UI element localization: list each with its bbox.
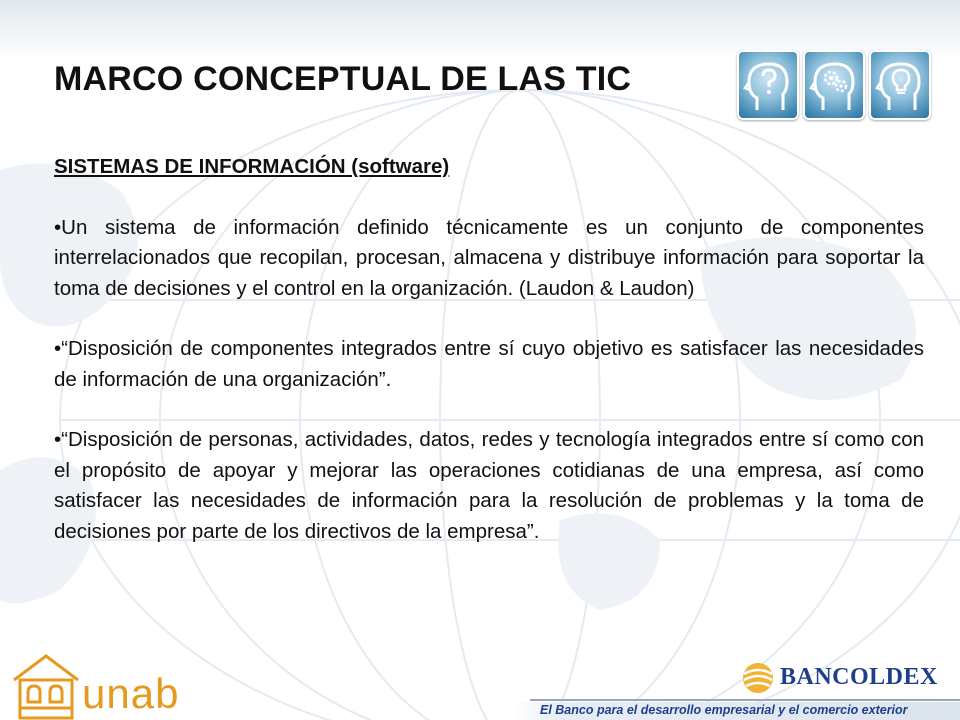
bancoldex-logo-text: BANCOLDEX <box>780 664 938 690</box>
paragraph-quote-1: •“Disposición de componentes integrados entre sí cuyo objetivo es satisfacer las necesidades de información de una organización”. <box>54 337 924 391</box>
section-heading: SISTEMAS DE INFORMACIÓN (software) <box>54 155 450 178</box>
unab-logo-text: unab <box>82 670 180 717</box>
slide-body <box>54 152 924 577</box>
paragraph-definition: •Un sistema de información definido técnicamente es un conjunto de componentes interrelacionados que recopilan, procesan, almacena y distribuye información para soportar la toma de decisiones y el control en la organización. (Laudon & Laudon) <box>54 215 924 300</box>
head-question-icon <box>737 50 799 120</box>
bancoldex-tagline: El Banco para el desarrollo empresarial y el comercio exterior <box>540 703 908 717</box>
footer-divider <box>530 699 960 701</box>
paragraph-quote-2: •“Disposición de personas, actividades, datos, redes y tecnología integrados entre sí como con el propósito de apoyar y mejorar las operaciones cotidianas de una empresa, así como satisfacer las necesidades de información para la resolución de problemas y la toma de decisiones por parte de los directivos de la empresa”. <box>54 428 924 543</box>
slide-title: MARCO CONCEPTUAL DE LAS TIC <box>54 60 632 98</box>
head-lightbulb-icon <box>869 50 931 120</box>
header-icons <box>737 50 933 122</box>
head-gears-icon <box>803 50 865 120</box>
